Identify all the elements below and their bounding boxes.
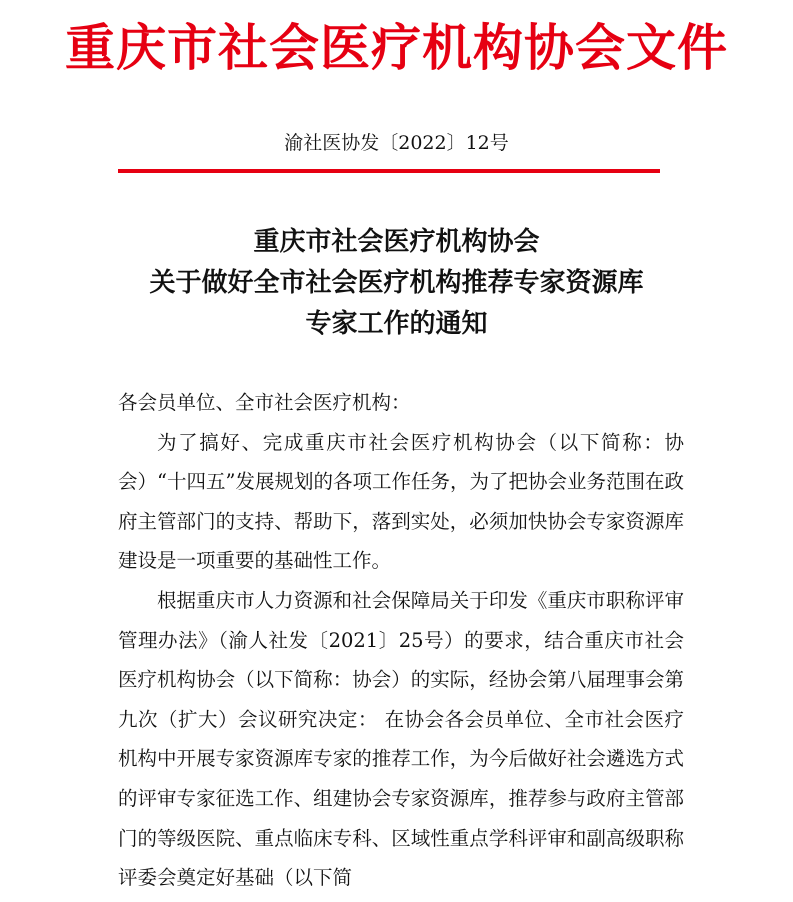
notice-title [0, 222, 793, 345]
notice-title-line: 关于做好全市社会医疗机构推荐专家资源库 [149, 268, 644, 298]
document-number: 渝社医协发〔2022〕12号 [284, 132, 509, 154]
body-paragraph: 为了搞好、完成重庆市社会医疗机构协会（以下简称：协会）“十四五”发展规划的各项工作任务，为了把协会业务范围在政府主管部门的支持、帮助下，落到实处，必须加快协会专家资源库建设是一项重要的基础性工作。 [118, 430, 684, 573]
salutation: 各会员单位、全市社会医疗机构： [118, 391, 411, 414]
body-paragraph: 根据重庆市人力资源和社会保障局关于印发《重庆市职称评审管理办法》（渝人社发〔2021〕25号）的要求，结合重庆市社会医疗机构协会（以下简称：协会）的实际，经协会第八届理事会第九次（扩大）会议研究决定： 在协会各会员单位、全市社会医疗机构中开展专家资源库专家的推荐工作，为今后做好社会遴选方式的评审专家征选工作、组建协会专家资源库，推荐参与政府主管部门的等级医院、重点临床专科、区域性重点学科评审和副高级职称评委会奠定好基础（以下简 [118, 588, 684, 890]
notice-title-line: 重庆市社会医疗机构协会 [253, 227, 540, 257]
notice-body [118, 383, 684, 898]
document-header-title: 重庆市社会医疗机构协会文件 [65, 18, 728, 77]
notice-title-line: 专家工作的通知 [305, 309, 488, 339]
header-divider [118, 169, 660, 173]
